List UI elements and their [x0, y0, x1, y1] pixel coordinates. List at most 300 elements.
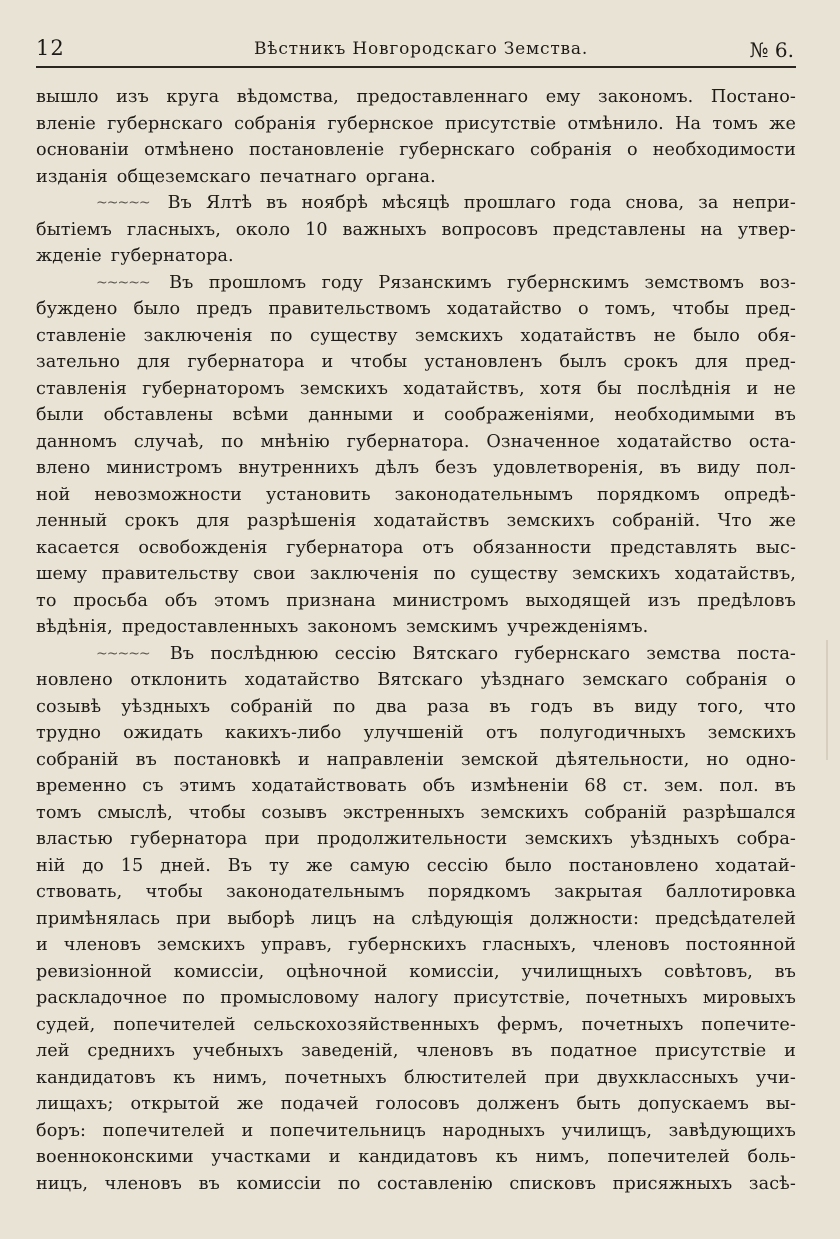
word: представлять — [610, 537, 738, 558]
word: снова, — [625, 193, 685, 213]
word: губернское — [327, 113, 434, 134]
word: отъ — [485, 723, 518, 743]
word: созывъ — [261, 802, 328, 823]
word: губернатора. — [346, 431, 470, 452]
text-line — [36, 243, 796, 270]
text-line — [36, 270, 796, 297]
word: буждено — [36, 299, 118, 319]
word: томъ — [712, 113, 758, 134]
word: долженъ — [476, 1094, 560, 1114]
word: собраній — [230, 696, 313, 717]
word: и — [241, 1120, 254, 1141]
word: зательно — [36, 352, 121, 372]
word: кандидатовъ — [36, 1067, 156, 1088]
word: разрѣшенія — [247, 511, 357, 531]
word: постановкѣ — [173, 749, 282, 770]
word: блюстителей — [404, 1067, 528, 1088]
page-header — [36, 30, 796, 70]
word: въ — [198, 1173, 220, 1194]
word: ноябрѣ — [301, 193, 368, 213]
word: правительствомъ — [268, 299, 431, 319]
word: земскихъ — [707, 723, 796, 743]
text-line — [36, 1038, 796, 1065]
word: Въ — [169, 643, 195, 664]
word: гласныхъ, — [482, 935, 577, 955]
word: губернаторомъ — [142, 378, 285, 399]
word: улучшеній — [363, 723, 464, 743]
word: виду — [697, 458, 741, 478]
text-line — [36, 800, 796, 827]
word: о — [577, 299, 589, 319]
word: ходатайствъ, — [403, 378, 525, 399]
text-line — [36, 694, 796, 721]
word: объ — [164, 590, 198, 611]
word: за — [698, 193, 719, 213]
word: властью — [36, 829, 113, 849]
word: губернскаго — [107, 113, 223, 134]
word: существу — [470, 564, 558, 584]
text-line — [36, 164, 796, 191]
word: слѣдующія — [411, 908, 514, 929]
text-line — [36, 641, 796, 668]
text-line — [36, 1091, 796, 1118]
word: вѣдомства, — [236, 87, 339, 107]
word: составленію — [377, 1173, 493, 1194]
word: должности: — [529, 908, 640, 929]
word: въ — [511, 1041, 533, 1061]
word: судей, — [36, 1014, 96, 1035]
word: подачей — [280, 1094, 359, 1114]
text-line — [36, 614, 796, 641]
word: порядкомъ — [597, 484, 700, 505]
word: представлены — [552, 219, 686, 240]
word: среднихъ — [87, 1041, 176, 1061]
word: училищныхъ — [521, 961, 643, 982]
word: важныхъ — [342, 219, 427, 240]
word: ревизіонной — [36, 961, 152, 982]
word: пол. — [719, 776, 759, 796]
word: закономъ. — [598, 87, 694, 107]
word: собранія — [530, 140, 613, 160]
word: удовлетворенія, — [493, 458, 644, 478]
word: при — [176, 908, 212, 929]
word: лей — [36, 1041, 70, 1061]
word: почетныхъ — [284, 1067, 387, 1088]
word: что — [763, 696, 796, 717]
word: Что — [717, 511, 752, 531]
word: изданія — [36, 166, 108, 187]
word: мѣсяцѣ — [381, 193, 450, 213]
word: же — [306, 855, 333, 876]
word: учи- — [755, 1067, 796, 1088]
paragraph-mark: ~~~~~ — [96, 274, 150, 291]
word: сессію — [334, 643, 397, 664]
word: ст. — [622, 776, 649, 796]
word: самую — [349, 855, 410, 876]
word: ходатайство — [244, 670, 360, 690]
text-line — [36, 561, 796, 588]
word: печатнаго — [259, 166, 357, 187]
word: присяжныхъ — [612, 1173, 733, 1194]
word: народныхъ — [442, 1120, 546, 1141]
word: уѣзднаго — [480, 670, 565, 690]
word: земскихъ — [414, 325, 504, 346]
word: по — [221, 431, 244, 452]
word: вопросовъ — [441, 219, 539, 240]
word: въ — [489, 696, 511, 717]
word: и — [784, 1041, 796, 1061]
word: необходимыми — [614, 405, 756, 425]
word: послѣднюю — [210, 643, 319, 664]
word: вленіе — [36, 113, 96, 134]
word: земской — [460, 749, 539, 770]
word: въ — [659, 458, 682, 478]
text-line — [36, 906, 796, 933]
word: предоставленнаго — [356, 87, 529, 107]
word: дней. — [160, 855, 211, 876]
word: разрѣшался — [682, 802, 796, 823]
word: собраній — [584, 802, 667, 823]
word: было — [505, 855, 552, 876]
word: учрежденіямъ. — [507, 617, 649, 637]
word: пред- — [745, 352, 796, 372]
word: но — [706, 749, 729, 770]
word: быть — [576, 1094, 621, 1114]
word: объ — [422, 776, 456, 796]
word: предсѣдателей — [655, 908, 796, 929]
word: губернскихъ — [348, 935, 467, 955]
word: фермъ, — [497, 1014, 564, 1035]
word: военноконскими — [36, 1147, 194, 1167]
word: было — [133, 299, 181, 319]
word: и — [297, 749, 310, 770]
word: новлено — [36, 670, 113, 690]
text-line — [36, 1012, 796, 1039]
word: чтобы — [350, 352, 408, 372]
word: закрытая — [554, 882, 643, 902]
word: учебныхъ — [192, 1041, 284, 1061]
word: губернатора — [187, 352, 305, 372]
word: присутствіе — [655, 1041, 767, 1061]
word: ницъ, — [36, 1173, 89, 1194]
word: уѣздныхъ — [121, 696, 211, 717]
word: мировыхъ — [702, 988, 796, 1008]
word: хотя — [539, 378, 582, 399]
word: завѣдующихъ — [668, 1120, 796, 1141]
journal-title: Вѣстникъ Новгородскаго Земства. — [254, 39, 589, 59]
word: кандидатовъ — [358, 1147, 478, 1167]
word: предъ — [196, 299, 253, 319]
word: ній — [36, 855, 66, 876]
word: ной — [36, 484, 71, 505]
word: смыслѣ, — [97, 802, 173, 823]
word: и — [321, 352, 334, 372]
word: Означенное — [486, 431, 601, 452]
word: въ — [135, 749, 157, 770]
word: губернскимъ — [507, 272, 630, 293]
word: измѣненіи — [470, 776, 569, 796]
word: голосовъ — [375, 1094, 460, 1114]
word: земскихъ — [572, 564, 661, 584]
word: свои — [253, 564, 296, 584]
word: отъ — [422, 537, 455, 558]
word: то — [36, 590, 57, 611]
word: для — [694, 352, 729, 372]
word: баллотировка — [666, 882, 796, 902]
word: членовъ — [63, 935, 142, 955]
word: необходимости — [652, 140, 796, 160]
word: раза — [427, 696, 470, 717]
word: губернатора — [130, 829, 248, 849]
word: случаѣ, — [133, 431, 205, 452]
word: утвер- — [737, 219, 796, 240]
word: законодательнымъ — [394, 484, 574, 505]
text-line — [36, 217, 796, 244]
word: постановлено — [568, 855, 699, 876]
text-line — [36, 1065, 796, 1092]
word: по — [182, 988, 206, 1008]
word: допускаемъ — [637, 1094, 749, 1114]
word: общеземскаго — [116, 166, 251, 187]
word: ходатай- — [715, 855, 796, 876]
word: 15 — [120, 855, 144, 876]
word: круга — [166, 87, 220, 107]
word: министромъ — [392, 590, 509, 611]
word: опредѣ- — [723, 484, 796, 505]
word: этимъ — [179, 776, 236, 796]
text-line — [36, 826, 796, 853]
word: вѣдѣнія, — [36, 617, 113, 637]
word: управъ, — [261, 935, 333, 955]
word: по — [270, 325, 293, 346]
word: предѣловъ — [697, 590, 796, 611]
word: совѣтовъ, — [664, 961, 753, 982]
word: предоставленныхъ — [121, 617, 299, 637]
word: шему — [36, 564, 88, 584]
word: срокъ — [623, 352, 679, 372]
word: влено — [36, 458, 91, 478]
word: экстренныхъ — [342, 802, 465, 823]
word: Въ — [167, 193, 192, 213]
text-line — [36, 535, 796, 562]
text-line — [36, 747, 796, 774]
word: обязанности — [472, 537, 592, 558]
word: присутствіе — [445, 113, 557, 134]
word: губернатора — [286, 537, 404, 558]
text-line — [36, 985, 796, 1012]
word: промысловому — [220, 988, 359, 1008]
word: попечителей — [607, 1147, 730, 1167]
word: раскладочное — [36, 988, 168, 1008]
word: внутреннихъ — [238, 458, 360, 478]
word: земства — [646, 643, 721, 664]
word: губернатора. — [110, 246, 234, 266]
word: оцѣночной — [286, 961, 388, 982]
word: Ялтѣ — [205, 193, 253, 213]
word: установить — [265, 484, 371, 505]
word: губернскаго — [514, 643, 631, 664]
word: непри- — [732, 193, 796, 213]
word: въ — [266, 193, 288, 213]
word: къ — [173, 1067, 196, 1088]
word: и — [328, 1147, 341, 1167]
word: продолжительности — [317, 829, 508, 849]
word: при — [264, 829, 300, 849]
word: оста- — [748, 431, 796, 452]
word: около — [235, 219, 291, 240]
text-line — [36, 349, 796, 376]
word: не — [653, 325, 676, 346]
word: же — [769, 113, 796, 134]
word: не — [773, 378, 796, 399]
word: членовъ — [104, 1173, 182, 1194]
word: ему — [545, 87, 581, 107]
word: созывѣ — [36, 696, 102, 717]
word: засѣ- — [748, 1173, 796, 1194]
word: и — [412, 405, 425, 425]
word: ходатайствъ — [373, 511, 490, 531]
word: правительству — [101, 564, 239, 584]
word: временно — [36, 776, 127, 796]
paragraph-mark: ~~~~~ — [96, 645, 150, 662]
word: Вятскаго — [377, 670, 464, 690]
word: ставленія — [36, 378, 127, 399]
word: былъ — [559, 352, 607, 372]
text-line — [36, 455, 796, 482]
word: въ — [774, 405, 796, 425]
word: членовъ — [592, 935, 670, 955]
word: участками — [211, 1147, 312, 1167]
word: трудно — [36, 723, 102, 743]
page-number: 12 — [36, 36, 65, 60]
word: порядкомъ — [427, 882, 531, 902]
word: всѣми — [232, 405, 289, 425]
word: попечителей — [102, 1120, 225, 1141]
text-line — [36, 588, 796, 615]
word: сельскохозяйственныхъ — [253, 1014, 480, 1035]
word: дѣятельности, — [555, 749, 690, 770]
word: были — [36, 405, 84, 425]
word: двухклассныхъ — [596, 1067, 739, 1088]
word: министромъ — [106, 458, 223, 478]
word: срокъ — [124, 511, 180, 531]
text-line — [36, 190, 796, 217]
word: при — [544, 1067, 580, 1088]
word: соображеніями, — [444, 405, 595, 425]
word: изъ — [647, 590, 681, 611]
word: основаніи — [36, 140, 130, 160]
word: ставленіе — [36, 325, 127, 346]
text-line — [36, 323, 796, 350]
text-line — [36, 879, 796, 906]
word: попечителей — [113, 1014, 236, 1035]
text-line — [36, 84, 796, 111]
word: отклонить — [130, 670, 228, 690]
word: земскимъ — [406, 617, 499, 637]
word: ходатайство — [446, 299, 562, 319]
word: томъ — [36, 802, 82, 823]
word: касается — [36, 537, 120, 558]
word: въ — [774, 776, 796, 796]
word: гласныхъ, — [126, 219, 221, 240]
word: чтобы — [672, 299, 730, 319]
word: установленъ — [424, 352, 543, 372]
word: о — [627, 140, 638, 160]
word: Постано- — [710, 87, 796, 107]
text-line — [36, 667, 796, 694]
word: послѣднія — [637, 378, 732, 399]
word: направленіи — [326, 749, 445, 770]
word: Въ — [169, 272, 194, 293]
word: Вятскаго — [412, 643, 499, 664]
paragraph-mark: ~~~~~ — [96, 195, 150, 211]
text-line — [36, 137, 796, 164]
text-line — [36, 853, 796, 880]
word: налогу — [374, 988, 439, 1008]
text-line — [36, 482, 796, 509]
word: вы- — [765, 1094, 796, 1114]
word: земскаго — [582, 670, 669, 690]
word: данными — [308, 405, 394, 425]
word: губернскаго — [399, 140, 516, 160]
word: боль- — [747, 1147, 796, 1167]
word: отмѣнило. — [567, 113, 664, 134]
word: пред- — [745, 299, 796, 319]
word: зем. — [663, 776, 704, 796]
word: открытой — [130, 1094, 220, 1114]
word: дѣлъ — [374, 458, 420, 478]
word: ствовать, — [36, 882, 123, 902]
word: съ — [142, 776, 164, 796]
word: освобожденія — [138, 537, 268, 558]
word: въ — [592, 696, 615, 717]
word: пол- — [756, 458, 796, 478]
word: заведеній, — [301, 1041, 399, 1061]
word: выс- — [755, 537, 796, 558]
word: нимъ, — [212, 1067, 268, 1088]
word: постановленіе — [248, 140, 385, 160]
word: годъ — [530, 696, 573, 717]
word: вышло — [36, 87, 99, 107]
word: попечительницъ — [269, 1120, 426, 1141]
text-line — [36, 111, 796, 138]
word: отмѣнено — [144, 140, 234, 160]
word: почетныхъ — [585, 988, 688, 1008]
text-line — [36, 376, 796, 403]
word: собраній. — [612, 511, 701, 531]
word: заключенія — [143, 325, 253, 346]
word: земскихъ — [524, 829, 613, 849]
word: воз- — [759, 272, 796, 293]
text-line — [36, 932, 796, 959]
word: сессію — [426, 855, 489, 876]
word: жденіе — [36, 246, 102, 266]
word: ходатайствъ, — [674, 564, 796, 584]
word: же — [236, 1094, 264, 1114]
word: ленный — [36, 511, 108, 531]
word: земствомъ — [644, 272, 745, 293]
word: органа. — [365, 166, 436, 187]
word: попечите- — [701, 1014, 796, 1035]
word: обставлены — [103, 405, 213, 425]
word: прошломъ — [208, 272, 307, 293]
word: ходатайствовать — [251, 776, 407, 796]
word: существу — [309, 325, 398, 346]
text-line — [36, 773, 796, 800]
word: въ — [774, 961, 796, 982]
word: томъ, — [604, 299, 657, 319]
word: мнѣнію — [260, 431, 330, 452]
